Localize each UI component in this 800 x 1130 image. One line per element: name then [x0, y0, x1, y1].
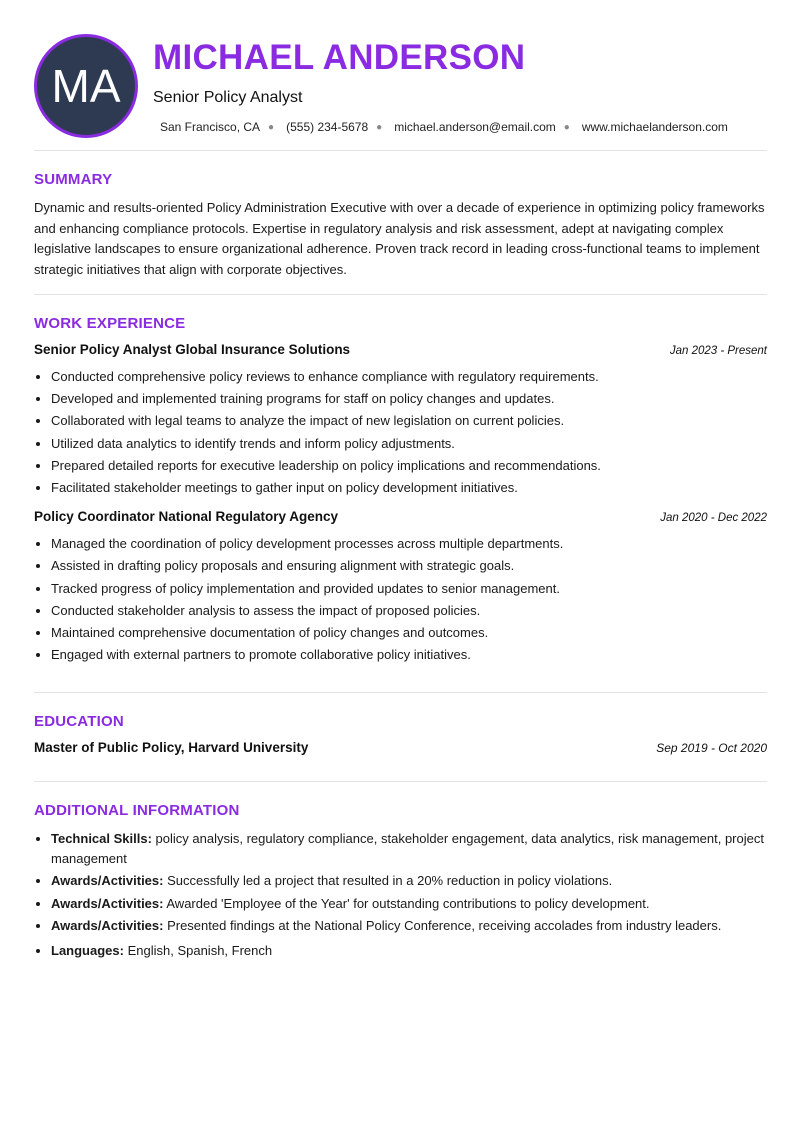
education-date: Sep 2019 - Oct 2020	[656, 741, 767, 756]
list-item	[51, 894, 767, 914]
item-label: Awards/Activities:	[51, 918, 164, 934]
candidate-headline: Senior Policy Analyst	[153, 89, 303, 106]
list-item: • Conducted comprehensive policy reviews to enhance compliance with regulatory requirements.	[51, 366, 767, 388]
job-date: Jan 2023 - Present	[669, 345, 767, 357]
summary-text: Dynamic and results-oriented Policy Administration Executive with over a decade of experience in optimizing policy frameworks and enhancing compliance protocols. Expertise in regulatory analysis and risk assessment, adept at navigating complex legislative landscapes to ensure organizational adherence. Proven track record in leading cross-functional teams to implement strategic initiatives that align with corporate objectives.	[34, 200, 765, 277]
section-title: WORK EXPERIENCE	[34, 315, 186, 332]
item-label: Awards/Activities:	[51, 873, 164, 889]
experience-section	[34, 295, 767, 693]
job-title: Senior Policy Analyst Global Insurance Solutions	[34, 342, 351, 357]
job-header	[34, 342, 767, 364]
summary-section	[34, 151, 767, 295]
job-entry	[34, 342, 767, 499]
list-item: • Assisted in drafting policy proposals and ensuring alignment with strategic goals.	[51, 555, 767, 577]
list-item: • Tracked progress of policy implementation and provided updates to senior management.	[51, 578, 767, 600]
list-item: • Managed the coordination of policy development processes across multiple departments.	[51, 533, 767, 555]
list-item	[51, 829, 767, 868]
job-date: Jan 2020 - Dec 2022	[660, 512, 767, 525]
item-label: Technical Skills:	[51, 831, 152, 847]
resume-header	[34, 0, 767, 151]
item-text: Awarded 'Employee of the Year' for outstanding contributions to policy development.	[163, 895, 650, 911]
bullet-separator: ●	[268, 121, 275, 133]
item-text: Successfully led a project that resulted in a 20% reduction in policy violations.	[163, 873, 613, 889]
contact-email[interactable]: michael.anderson@email.com	[394, 120, 556, 134]
job-entry	[34, 509, 767, 666]
contact-row	[160, 120, 728, 134]
list-item	[51, 871, 767, 891]
list-item: • Facilitated stakeholder meetings to gather input on policy development initiatives.	[51, 477, 767, 499]
list-item: • Engaged with external partners to promote collaborative policy initiatives.	[51, 644, 767, 666]
list-item: • Prepared detailed reports for executive leadership on policy implications and recommendations.	[51, 455, 767, 477]
contact-location: San Francisco, CA	[160, 120, 261, 134]
item-text: Presented findings at the National Policy Conference, receiving accolades from industry leaders.	[163, 918, 722, 934]
section-title: EDUCATION	[34, 713, 124, 731]
list-item	[51, 941, 767, 961]
bullet-separator: ●	[376, 121, 383, 133]
avatar: MA	[34, 34, 138, 138]
additional-info-list	[34, 829, 767, 960]
bullet-separator: ●	[563, 121, 570, 133]
education-entry	[34, 740, 767, 781]
contact-phone: (555) 234-5678	[286, 120, 369, 134]
list-item: • Developed and implemented training programs for staff on policy changes and updates.	[51, 388, 767, 410]
job-header	[34, 509, 767, 531]
list-item	[51, 916, 767, 936]
resume-page	[34, 0, 767, 963]
job-title: Policy Coordinator National Regulatory Agency	[34, 509, 339, 525]
item-label: Awards/Activities:	[51, 895, 164, 911]
section-title: ADDITIONAL INFORMATION	[34, 802, 240, 820]
item-text: English, Spanish, French	[123, 942, 273, 958]
job-bullets	[34, 366, 767, 499]
additional-info-section	[34, 782, 767, 960]
education-section	[34, 693, 767, 782]
list-item: • Maintained comprehensive documentation of policy changes and outcomes.	[51, 622, 767, 644]
contact-website[interactable]: www.michaelanderson.com	[581, 120, 728, 134]
list-item: • Collaborated with legal teams to analyze the impact of new legislation on current policies.	[51, 410, 767, 432]
candidate-name: MICHAEL ANDERSON	[153, 38, 526, 77]
item-text: policy analysis, regulatory compliance, stakeholder engagement, data analytics, risk management, project management	[51, 831, 764, 866]
job-bullets	[34, 533, 767, 666]
section-title: SUMMARY	[34, 171, 113, 188]
list-item: • Conducted stakeholder analysis to assess the impact of proposed policies.	[51, 600, 767, 622]
degree-title: Master of Public Policy, Harvard University	[34, 740, 309, 756]
item-label: Languages:	[51, 942, 124, 958]
list-item: • Utilized data analytics to identify trends and inform policy adjustments.	[51, 433, 767, 455]
